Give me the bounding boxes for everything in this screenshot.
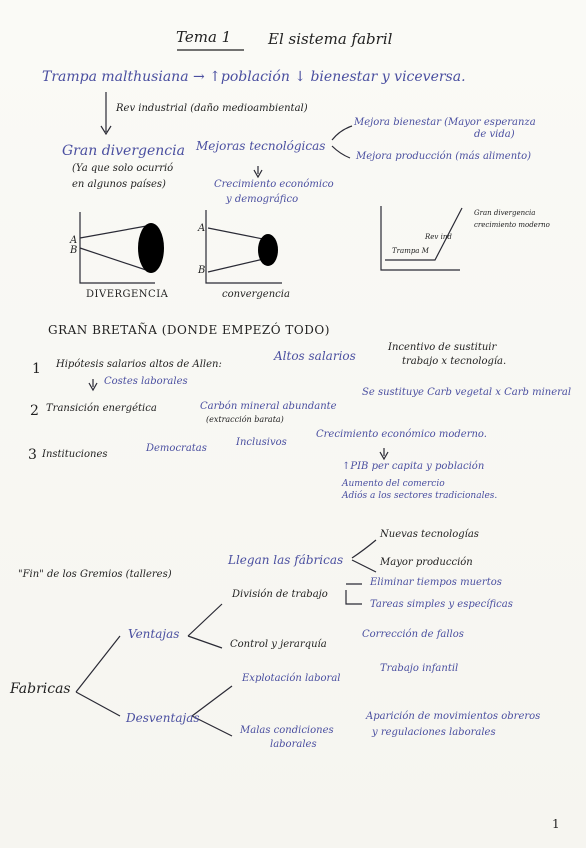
item-1-d: trabajo x tecnología. — [402, 356, 507, 367]
trabajo-infantil: Trabajo infantil — [380, 663, 459, 674]
ventajas: Ventajas — [128, 627, 180, 641]
item-3-num: 3 — [28, 447, 37, 463]
rev-label: Rev industrial (daño medioambiental) — [116, 103, 308, 114]
gran-div-label-1: Gran divergencia — [474, 209, 536, 217]
malas-condiciones-2: laborales — [270, 739, 317, 750]
gremios-d: Mayor producción — [380, 557, 473, 568]
convergencia-caption: convergencia — [222, 289, 290, 300]
mejora-bienestar-1: Mejora bienestar (Mayor esperanza — [354, 117, 536, 128]
item-2-d: Se sustituye Carb vegetal x Carb mineral — [362, 387, 572, 398]
eliminar-tiempos: Eliminar tiempos muertos — [370, 577, 502, 588]
gremios-c: Nuevas tecnologías — [380, 529, 479, 540]
item-3-a: Instituciones — [42, 449, 108, 460]
item-2-b: Carbón mineral abundante — [200, 401, 337, 412]
item-2-c: (extracción barata) — [206, 415, 284, 424]
gremios-b: Llegan las fábricas — [228, 553, 344, 567]
subject-title: El sistema fabril — [268, 30, 393, 48]
item-1-a: Hipótesis salarios altos de Allen: — [56, 359, 222, 370]
gb-title: GRAN BRETAÑA (DONDE EMPEZÓ TODO) — [48, 323, 330, 337]
aparicion-1: Aparición de movimientos obreros — [366, 711, 541, 722]
item-3-b: Democratas — [146, 443, 207, 454]
fabricas-root: Fabricas — [10, 681, 71, 697]
mejora-produccion: Mejora producción (más alimento) — [356, 151, 532, 162]
aparicion-2: y regulaciones laborales — [372, 727, 496, 738]
control-jerarquia: Control y jerarquía — [230, 639, 327, 650]
gremios-a: "Fin" de los Gremios (talleres) — [18, 569, 172, 580]
explotacion-laboral: Explotación laboral — [242, 673, 341, 684]
mejoras-tecnologicas: Mejoras tecnológicas — [196, 139, 326, 153]
conv-a-label: A — [198, 223, 206, 234]
item-1-num: 1 — [32, 361, 41, 377]
item-2-num: 2 — [30, 403, 39, 419]
crecimiento-2: y demográfico — [226, 194, 299, 205]
correccion-fallos: Corrección de fallos — [362, 629, 464, 640]
crecimiento-1: Crecimiento económico — [214, 179, 334, 190]
division-trabajo: División de trabajo — [232, 589, 328, 600]
item-1-b: Altos salarios — [274, 349, 356, 363]
conv-b-label: B — [198, 265, 206, 276]
rev-ind-label: Rev ind — [425, 233, 452, 241]
item-3-g: Adiós a los sectores tradicionales. — [342, 491, 498, 501]
item-2-a: Transición energética — [46, 403, 157, 414]
tareas-simples: Tareas simples y específicas — [370, 599, 513, 610]
divergencia-caption: DIVERGENCIA — [86, 289, 169, 300]
item-3-d: Crecimiento económico moderno. — [316, 429, 487, 440]
trampa-m-label: Trampa M — [392, 247, 429, 255]
gran-div-label-2: crecimiento moderno — [474, 221, 550, 229]
malthus-line: Trampa malthusiana → ↑población ↓ bienestar y viceversa. — [42, 69, 466, 85]
item-1-e: Costes laborales — [104, 376, 188, 387]
mejora-bienestar-2: de vida) — [474, 129, 515, 140]
malas-condiciones-1: Malas condiciones — [240, 725, 334, 736]
tema-title: Tema 1 — [176, 28, 232, 46]
item-1-c: Incentivo de sustituir — [388, 342, 497, 353]
div-a-label: A — [70, 235, 78, 246]
gran-divergencia: Gran divergencia — [62, 143, 185, 159]
item-3-c: Inclusivos — [236, 437, 287, 448]
item-3-f: Aumento del comercio — [342, 479, 445, 489]
item-3-e: ↑PIB per capita y población — [342, 461, 485, 472]
desventajas: Desventajas — [126, 711, 200, 725]
div-note-1: (Ya que solo ocurrió — [72, 163, 174, 174]
div-b-label: B — [70, 245, 78, 256]
div-note-2: en algunos países) — [72, 179, 166, 190]
page-number: 1 — [552, 817, 560, 831]
